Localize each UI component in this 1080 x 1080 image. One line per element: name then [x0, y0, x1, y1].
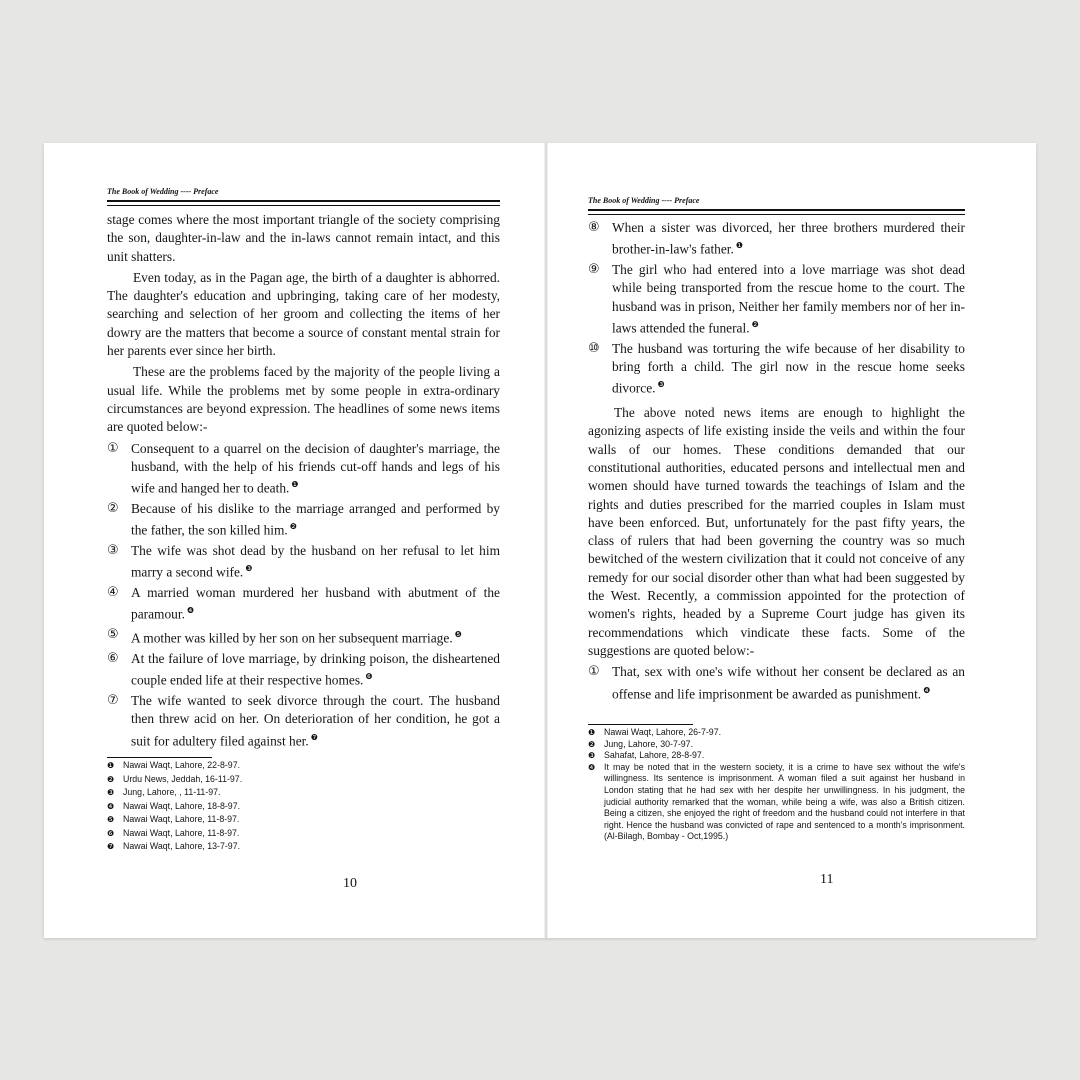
right-page-body — [588, 219, 965, 705]
paragraph: The above noted news items are enough to highlight the agonizing aspects of life existing inside the veils and within the four walls of our homes. These conditions demanded that our constitutional authorities, educated persons and intellectual men and women should have turned towards the teachings of Islam and the rights and duties prescribed for the married couples in Islam must have been enforced. But, unfortunately for the past fifty years, the class of rulers that had been governing the country was so much bewitched of the western civilization that it could not conceive of any remedy for our social disorder other than what had been suggested by the West. Recently, a commission appointed for the protection of women's rights, headed by a Supreme Court judge has given its recommendations which vindicate these facts. Some of the suggestions are quoted below:- — [588, 405, 965, 658]
footnote — [107, 827, 500, 841]
footnote-number: ❻ — [107, 828, 115, 838]
footnote — [107, 813, 500, 827]
item-text: When a sister was divorced, her three brothers murdered their brother-in-law's father. — [612, 220, 965, 257]
footnote-text: Urdu News, Jeddah, 16-11-97. — [123, 773, 243, 784]
footnote-text: It may be noted that in the western society, it is a crime to have sex without the wife's willingness. Its sentence is imprisonment. A woman filed a suit against her husband in London stating that he had sex with her despite her unwillingness. In his judgment, the judicial authority remarked that the woman, while being a wife, was also a British citizen. Being a citizen, she enjoyed the right of freedom and the husband could not interfere in that right. Hence the husband was convicted of rape and sentenced to a month's imprisonment. (Al-Bilagh, Bombay - Oct,1995.) — [604, 761, 965, 842]
item-number: ⑤ — [107, 627, 119, 643]
footnote-marker[interactable]: ❹ — [923, 685, 931, 695]
item-number: ⑦ — [107, 692, 119, 708]
header-rule — [107, 200, 500, 202]
item-text: The girl who had entered into a love marriage was shot dead while being transported from the rescue home to the court. The husband was in prison, Neither her family members nor of her in-laws attended the funeral. — [612, 262, 965, 336]
list-item — [107, 440, 500, 498]
item-text: Consequent to a quarrel on the decision of daughter's marriage, the husband, with the help of his friends cut-off hands and legs of his wife and hanged her to death. — [131, 440, 500, 496]
list-item — [588, 219, 965, 259]
item-number: ④ — [107, 585, 119, 601]
list-item — [107, 584, 500, 624]
footnote — [588, 750, 965, 762]
item-text: At the failure of love marriage, by drinking poison, the disheartened couple ended life at their respective homes. — [131, 650, 500, 688]
footnote-text: Nawai Waqt, Lahore, 13-7-97. — [123, 841, 241, 851]
footnote-marker[interactable]: ❹ — [186, 606, 195, 616]
book-gutter — [544, 143, 548, 938]
list-item — [107, 542, 500, 582]
footnote-rule — [107, 757, 212, 758]
footnote — [107, 786, 500, 800]
footnote — [588, 739, 965, 751]
footnote-marker[interactable]: ❶ — [735, 241, 744, 251]
item-text: The husband was torturing the wife because of her disability to bring forth a child. The girl now in the rescue home seeks divorce. — [612, 340, 965, 396]
item-number: ⑥ — [107, 650, 119, 666]
footnote — [107, 800, 500, 814]
footnote-rule — [588, 724, 693, 725]
footnote-marker[interactable]: ❼ — [310, 732, 318, 742]
item-number: ③ — [107, 542, 119, 558]
footnote-number: ❷ — [588, 739, 596, 749]
footnote-number: ❷ — [107, 774, 115, 784]
footnote-text: Jung, Lahore, 30-7-97. — [604, 738, 694, 749]
item-text: A married woman murdered her husband with abutment of the paramour. — [131, 585, 500, 622]
list-item — [107, 692, 500, 750]
left-page-body — [107, 211, 500, 752]
footnote-marker[interactable]: ❶ — [291, 480, 299, 490]
list-item — [588, 261, 965, 338]
footnote-marker[interactable]: ❷ — [751, 319, 759, 329]
footnote-number: ❸ — [588, 751, 596, 761]
paragraph: These are the problems faced by the majority of the people living a usual life. While the problems met by some people in extra-ordinary circumstances are beyond expression. The headlines of some news items are quoted below:- — [107, 364, 500, 435]
item-number: ② — [107, 500, 119, 516]
item-number: ⑨ — [588, 262, 600, 278]
footnotes — [107, 759, 500, 854]
footnote — [588, 727, 965, 739]
footnote — [588, 762, 965, 843]
footnote-text: Sahafat, Lahore, 28-8-97. — [604, 750, 705, 761]
footnote-text: Jung, Lahore, , 11-11-97. — [123, 787, 221, 797]
item-number: ⑩ — [588, 340, 600, 356]
footnote-number: ❶ — [588, 728, 596, 737]
running-head: The Book of Wedding ---- Preface — [588, 196, 700, 205]
footnote — [107, 773, 500, 787]
item-text: Because of his dislike to the marriage arranged and performed by the father, the son killed him. — [131, 500, 500, 538]
footnote-marker[interactable]: ❷ — [289, 522, 297, 532]
list-item — [588, 663, 965, 703]
footnote-text: Nawai Waqt, Lahore, 11-8-97. — [123, 827, 240, 838]
left-page — [107, 143, 500, 938]
header-rule — [588, 209, 965, 211]
footnote-text: Nawai Waqt, Lahore, 18-8-97. — [123, 800, 241, 811]
footnote-number: ❹ — [107, 801, 115, 811]
item-text: A mother was killed by her son on her subsequent marriage. — [131, 630, 453, 646]
footnotes — [588, 727, 965, 843]
item-text: That, sex with one's wife without her consent be declared as an offense and life imprisonment be awarded as punishment. — [612, 664, 965, 701]
item-number: ⑧ — [588, 220, 600, 235]
header-rule-thin — [588, 214, 965, 215]
footnote-number: ❶ — [107, 761, 115, 770]
footnote-number: ❺ — [107, 815, 115, 824]
list-item — [107, 650, 500, 690]
item-number: ① — [107, 440, 119, 456]
item-number: ① — [588, 664, 600, 680]
footnote-marker[interactable]: ❸ — [245, 564, 253, 574]
footnote-text: Nawai Waqt, Lahore, 22-8-97. — [123, 760, 241, 770]
header-rule-thin — [107, 205, 500, 206]
paragraph: Even today, as in the Pagan age, the birth of a daughter is abhorred. The daughter's education and upbringing, taking care of her modesty, searching and selection of her groom and collecting the items of her dowry are the matters that become a source of constant mental strain for her parents ever since her birth. — [107, 269, 500, 359]
footnote-text: Nawai Waqt, Lahore, 26-7-97. — [604, 727, 722, 737]
running-head: The Book of Wedding ---- Preface — [107, 187, 219, 196]
item-text: The wife was shot dead by the husband on her refusal to let him marry a second wife. — [131, 542, 500, 580]
footnote-text: Nawai Waqt, Lahore, 11-8-97. — [123, 814, 240, 824]
page-number: 10 — [343, 876, 357, 891]
list-item — [588, 340, 965, 398]
right-page — [588, 143, 965, 938]
footnote-marker[interactable]: ❻ — [365, 672, 373, 682]
item-text: The wife wanted to seek divorce through the court. The husband then threw acid on her. On deterioration of her condition, he got a suit for adultery filed against her. — [131, 692, 500, 748]
paragraph: stage comes where the most important triangle of the society comprising the son, daughter-in-law and the in-laws cannot remain intact, and this unit shatters. — [107, 212, 500, 264]
footnote — [107, 759, 500, 773]
footnote-marker[interactable]: ❺ — [454, 630, 462, 640]
list-item — [107, 626, 500, 648]
footnote-marker[interactable]: ❸ — [657, 380, 665, 390]
footnote-number: ❼ — [107, 842, 115, 851]
book-spread — [44, 143, 1036, 938]
footnote-number: ❹ — [588, 762, 596, 772]
list-item — [107, 500, 500, 540]
page-number: 11 — [820, 872, 834, 887]
footnote — [107, 840, 500, 854]
footnote-number: ❸ — [107, 788, 115, 797]
